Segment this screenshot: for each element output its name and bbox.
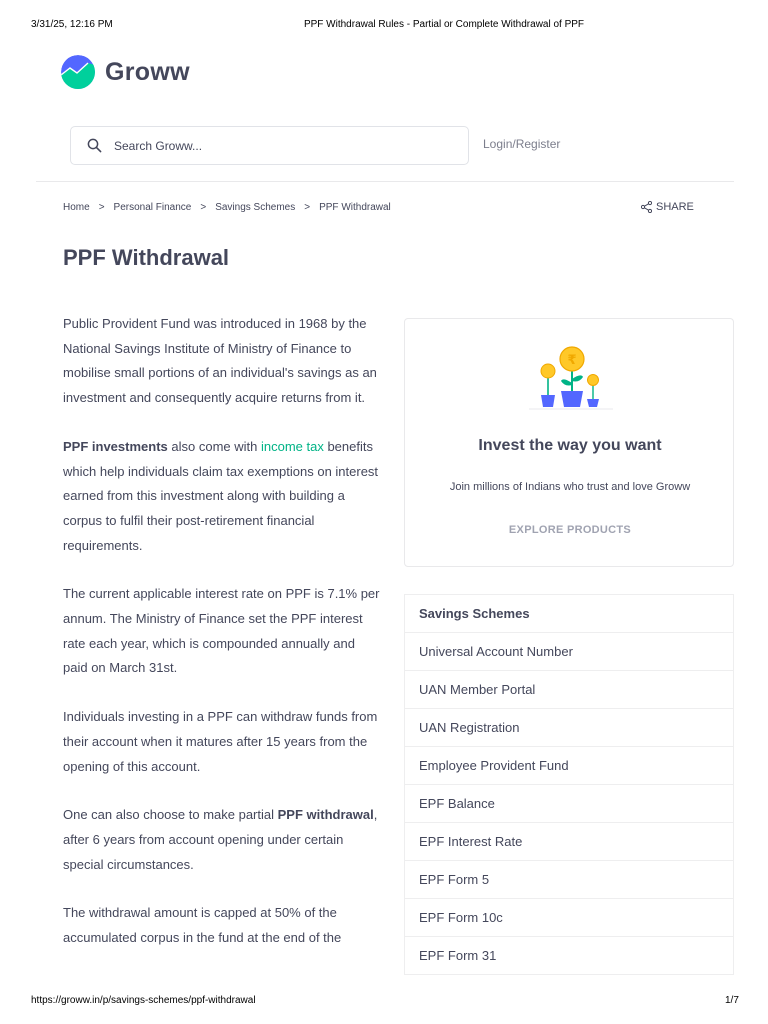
scheme-item-epf-form-31[interactable]: EPF Form 31 — [405, 937, 733, 975]
scheme-item-epf-form-5[interactable]: EPF Form 5 — [405, 861, 733, 899]
article-paragraph: Public Provident Fund was introduced in 1968 by the National Savings Institute of Ministry of Finance to mobilise small portions of an individual's savings as an investment and consequently acquire returns from it. — [63, 316, 377, 406]
breadcrumb — [63, 202, 391, 213]
article-body — [63, 312, 383, 975]
breadcrumb-separator: > — [200, 202, 207, 213]
article-paragraph: Individuals investing in a PPF can withdraw funds from their account when it matures after 15 years from the opening of this account. — [63, 709, 378, 774]
promo-subtitle: Join millions of Indians who trust and love Groww — [449, 481, 691, 493]
breadcrumb-ppf-withdrawal[interactable]: PPF Withdrawal — [319, 202, 391, 213]
scheme-item-universal-account-number[interactable]: Universal Account Number — [405, 633, 733, 671]
explore-products-button[interactable]: EXPLORE PRODUCTS — [508, 524, 632, 536]
article-paragraph: PPF investments also come with income tax benefits which help individuals claim tax exemptions on interest earned from this investment along with building a corpus to fulfil their post-retirement financial requirements. — [63, 438, 379, 553]
invest-promo-card — [404, 318, 734, 567]
breadcrumb-savings-schemes[interactable]: Savings Schemes — [215, 202, 296, 213]
scheme-item-epf-interest-rate[interactable]: EPF Interest Rate — [405, 823, 733, 861]
page-title: PPF Withdrawal — [63, 245, 230, 270]
article-paragraph: One can also choose to make partial PPF withdrawal, after 6 years from account opening under certain special circumstances. — [63, 807, 378, 872]
promo-title: Invest the way you want — [478, 437, 662, 454]
login-register-link[interactable]: Login/Register — [483, 137, 561, 151]
scheme-item-uan-registration[interactable]: UAN Registration — [405, 709, 733, 747]
groww-logo-icon — [61, 55, 95, 89]
scheme-item-employee-provident-fund[interactable]: Employee Provident Fund — [405, 747, 733, 785]
breadcrumb-separator: > — [98, 202, 105, 213]
breadcrumb-personal-finance[interactable]: Personal Finance — [113, 202, 192, 213]
income-tax-link[interactable]: income tax — [260, 438, 324, 454]
share-label: SHARE — [656, 201, 694, 213]
article-paragraph: The current applicable interest rate on PPF is 7.1% per annum. The Ministry of Finance set the PPF interest rate each year, which is compounded annually and paid on March 31st. — [63, 586, 380, 676]
scheme-item-uan-member-portal[interactable]: UAN Member Portal — [405, 671, 733, 709]
print-timestamp: 3/31/25, 12:16 PM — [31, 19, 113, 30]
ppf-withdrawal-link[interactable]: PPF withdrawal — [277, 807, 374, 823]
logo-wordmark: Groww — [105, 57, 190, 86]
savings-schemes-heading: Savings Schemes — [405, 595, 733, 633]
savings-schemes-list — [404, 594, 734, 975]
money-plant-illustration — [525, 343, 617, 411]
print-header — [0, 19, 768, 33]
breadcrumb-home[interactable]: Home — [63, 202, 90, 213]
article-paragraph: The withdrawal amount is capped at 50% of the accumulated corpus in the fund at the end of the — [63, 905, 342, 946]
search-bar[interactable] — [70, 126, 469, 165]
search-input[interactable] — [114, 139, 414, 153]
breadcrumb-separator: > — [304, 202, 311, 213]
search-icon — [87, 138, 102, 153]
header-divider — [36, 181, 734, 182]
ppf-investments-link[interactable]: PPF investments — [63, 438, 168, 454]
share-icon — [641, 201, 652, 213]
scheme-item-epf-form-10c[interactable]: EPF Form 10c — [405, 899, 733, 937]
share-button[interactable] — [641, 201, 694, 213]
print-document-title: PPF Withdrawal Rules - Partial or Complete Withdrawal of PPF — [303, 19, 585, 30]
rupee-symbol: ₹ — [567, 353, 577, 368]
groww-logo[interactable] — [61, 55, 190, 89]
scheme-item-epf-balance[interactable]: EPF Balance — [405, 785, 733, 823]
print-url: https://groww.in/p/savings-schemes/ppf-withdrawal — [31, 995, 256, 1006]
print-page-number: 1/7 — [725, 995, 739, 1006]
